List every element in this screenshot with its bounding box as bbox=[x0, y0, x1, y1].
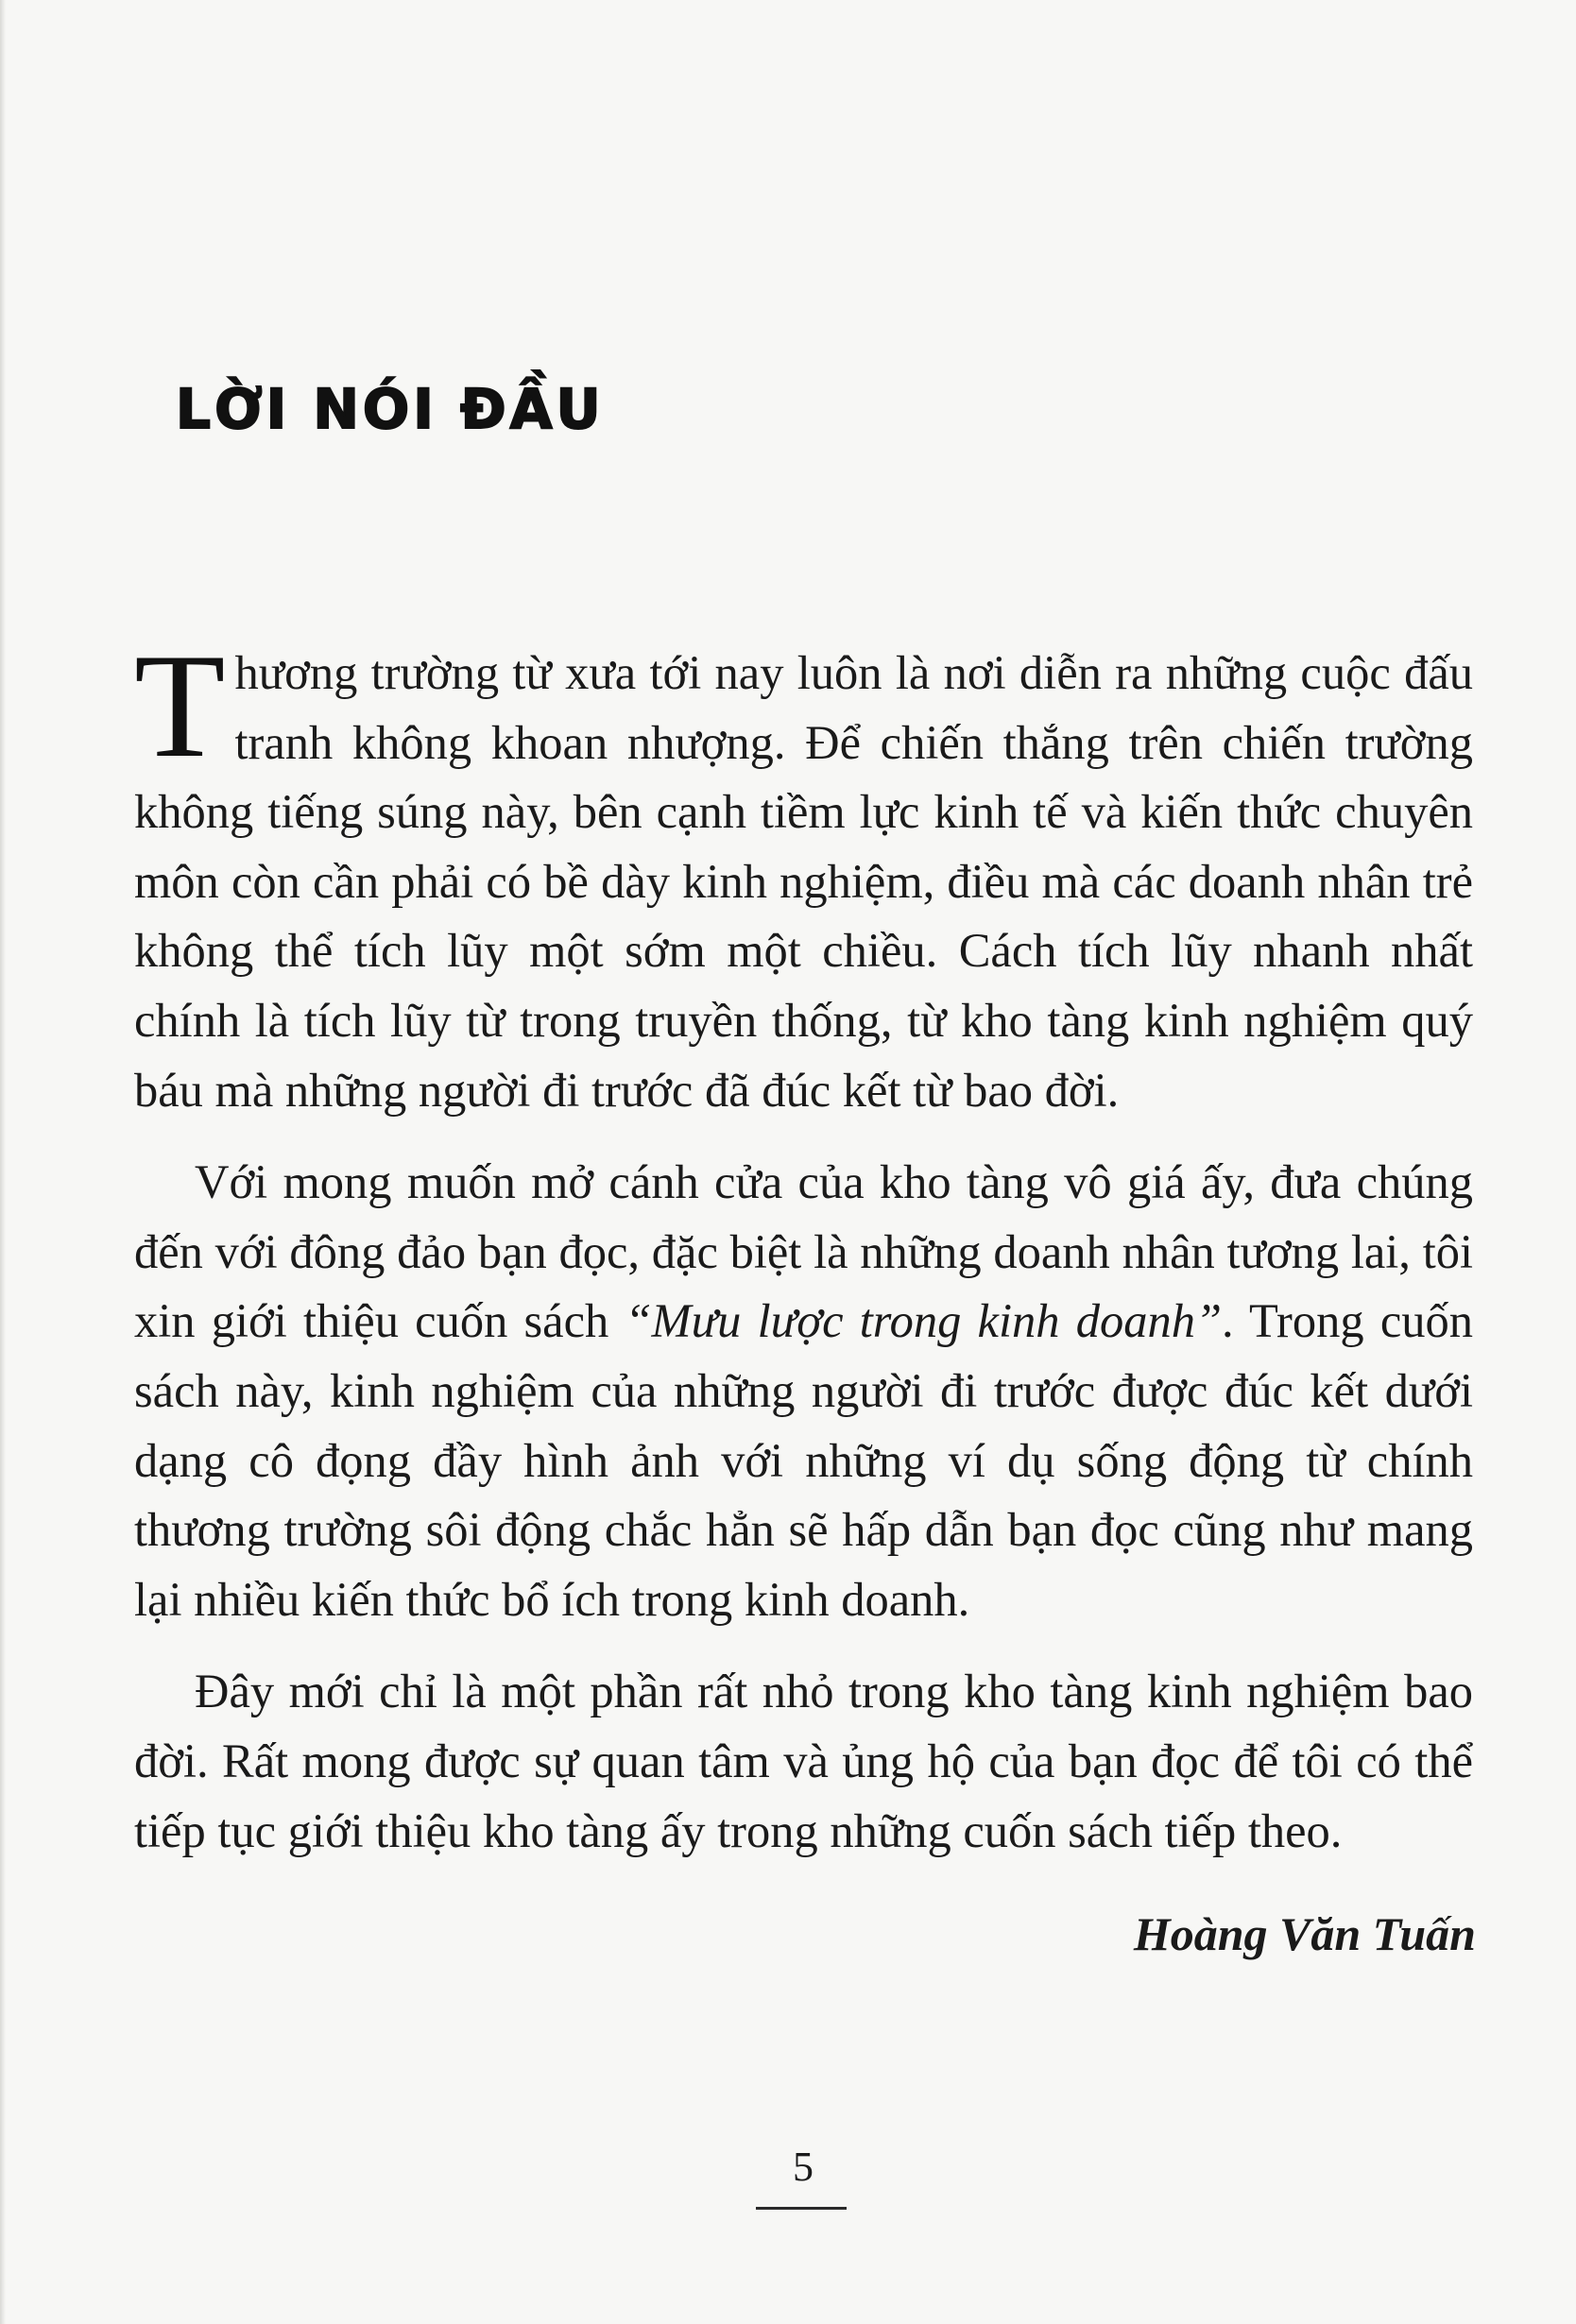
paragraph-1 bbox=[134, 624, 1473, 1125]
paragraph-3: Đây mới chỉ là một phần rất nhỏ trong kho tàng kinh nghiệm bao đời. Rất mong được sự quan tâm và ủng hộ của bạn đọc để tôi có thể tiếp tục giới thiệu kho tàng ấy trong những cuốn sách tiếp theo. bbox=[134, 1665, 1473, 1857]
chapter-heading: LỜI NÓI ĐẦU bbox=[176, 377, 605, 441]
page-edge-shadow bbox=[0, 0, 6, 2324]
preface-body bbox=[134, 624, 1473, 1888]
book-title: “Mưu lược trong kinh doanh” bbox=[625, 1294, 1223, 1348]
paragraph-1-text: hương trường từ xưa tới nay luôn là nơi diễn ra những cuộc đấu tranh không khoan nhượng. Để chiến thắng trên chiến trường không tiếng súng này, bên cạnh tiềm lực kinh tế và kiến thức chuyên môn còn cần phải có bề dày kinh nghiệm, điều mà các doanh nhân trẻ không thể tích lũy một sớm một chiều. Cách tích lũy nhanh nhất chính là tích lũy từ trong truyền thống, từ kho tàng kinh nghiệm quý báu mà những người đi trước đã đúc kết từ bao đời. bbox=[134, 646, 1473, 1117]
paragraph-2-intro: Với mong muốn mở cánh cửa của kho tàng vô giá ấy, đưa chúng đến với đông đảo bạn đọc, đặc biệt là những doanh nhân tương lai, tôi xin giới thiệu cuốn sách bbox=[134, 1155, 1473, 1348]
author-signature: Hoàng Văn Tuấn bbox=[1133, 1907, 1476, 1960]
page-number-rule bbox=[756, 2207, 847, 2210]
paragraph-2 bbox=[134, 1148, 1473, 1634]
drop-cap: T bbox=[134, 624, 226, 789]
page-number: 5 bbox=[793, 2144, 814, 2190]
paragraph-2-rest: . Trong cuốn sách này, kinh nghiệm của những người đi trước được đúc kết dưới dạng cô đọng đầy hình ảnh với những ví dụ sống động từ chính thương trường sôi động chắc hẳn sẽ hấp dẫn bạn đọc cũng như mang lại nhiều kiến thức bổ ích trong kinh doanh. bbox=[134, 1294, 1473, 1626]
